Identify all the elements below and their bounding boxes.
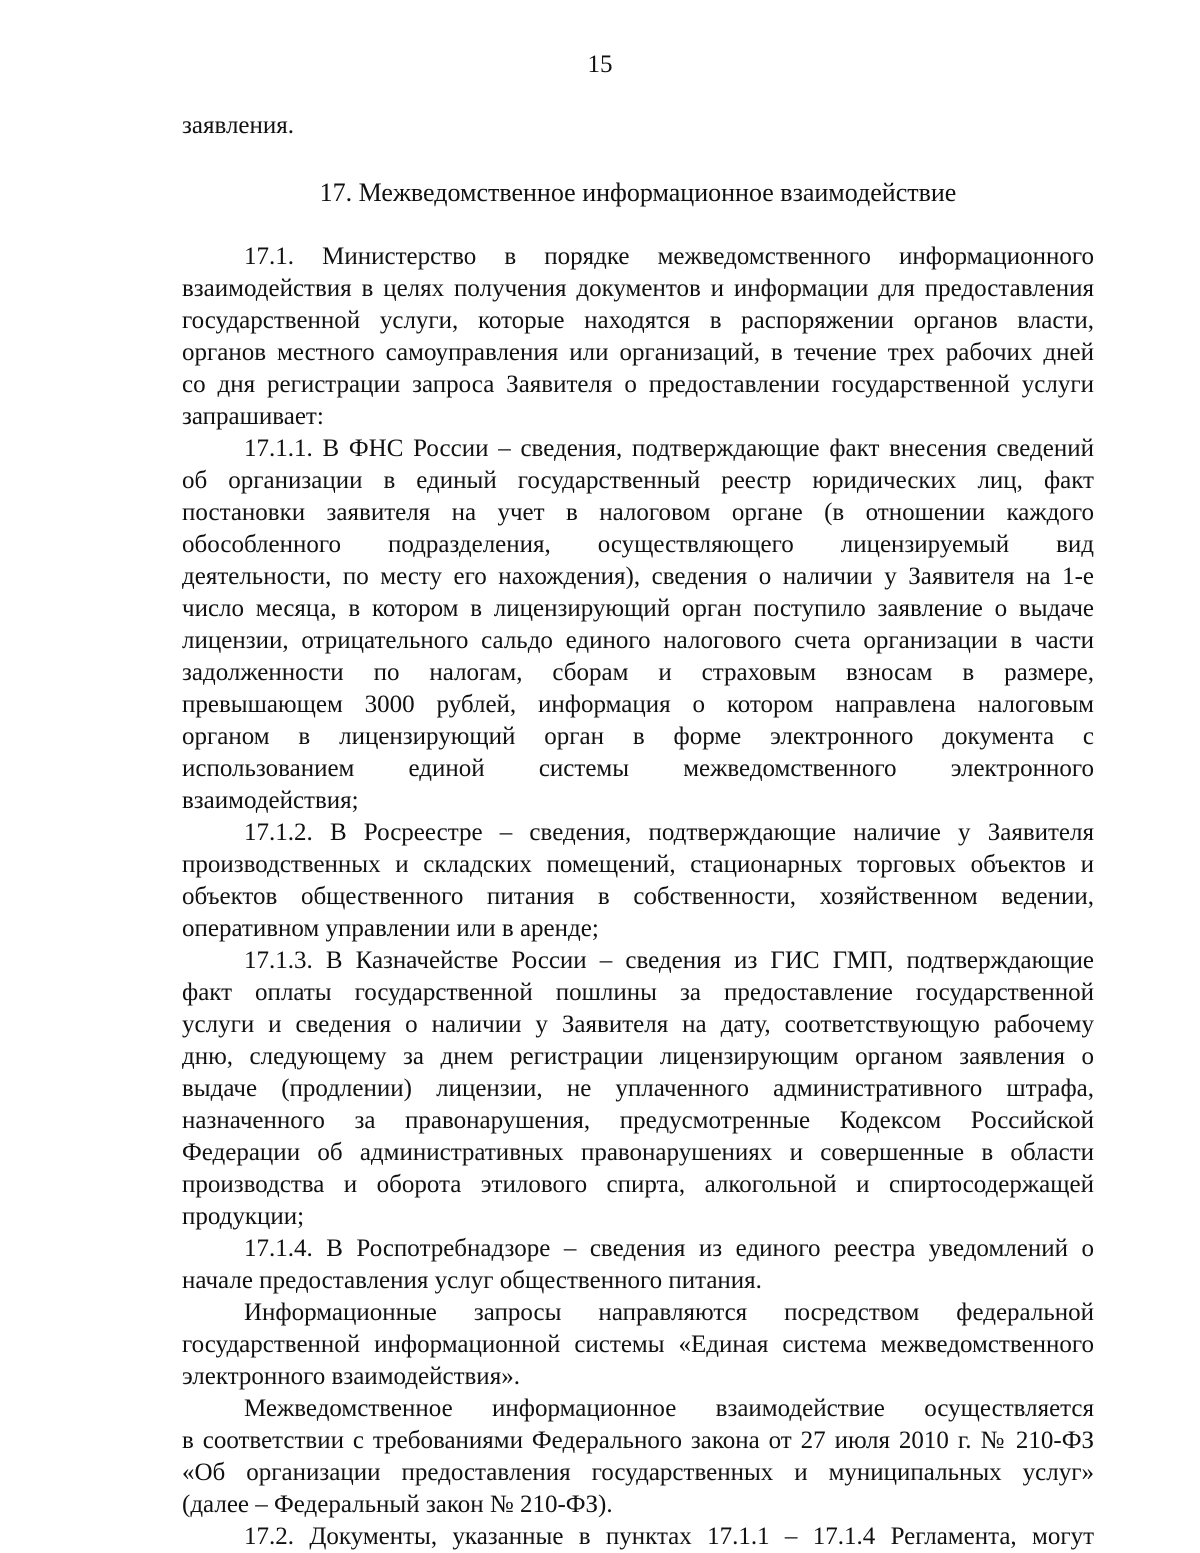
text-line: число месяца, в котором в лицензирующий орган поступило заявление о выдаче xyxy=(182,595,1094,622)
text-line: органов местного самоуправления или организаций, в течение трех рабочих дней xyxy=(182,339,1094,366)
text-line: выдаче (продлении) лицензии, не уплаченного административного штрафа, xyxy=(182,1075,1094,1102)
text-line: дню, следующему за днем регистрации лицензирующим органом заявления о xyxy=(182,1043,1094,1070)
text-line: факт оплаты государственной пошлины за предоставление государственной xyxy=(182,979,1094,1006)
paragraph-lines xyxy=(182,241,1094,1553)
text-line: лицензии, отрицательного сальдо единого налогового счета организации в части xyxy=(182,627,1094,654)
text-line: производства и оборота этилового спирта, алкогольной и спиртосодержащей xyxy=(182,1171,1094,1198)
text-line: об организации в единый государственный реестр юридических лиц, факт xyxy=(182,467,1094,494)
text-line: 17.2. Документы, указанные в пунктах 17.1.1 – 17.1.4 Регламента, могут xyxy=(244,1523,1094,1550)
page-number: 15 xyxy=(587,51,613,78)
text-line: оперативном управлении или в аренде; xyxy=(182,915,599,942)
text-line: взаимодействия в целях получения документов и информации для предоставления xyxy=(182,275,1094,302)
text-line: объектов общественного питания в собственности, хозяйственном ведении, xyxy=(182,883,1094,910)
text-line: 17.1.1. В ФНС России – сведения, подтверждающие факт внесения сведений xyxy=(244,435,1094,462)
text-line: постановки заявителя на учет в налоговом органе (в отношении каждого xyxy=(182,499,1094,526)
text-line: 17.1.3. В Казначействе России – сведения из ГИС ГМП, подтверждающие xyxy=(244,947,1094,974)
text-line: взаимодействия; xyxy=(182,787,359,814)
text-line: электронного взаимодействия». xyxy=(182,1363,520,1390)
text-line: деятельности, по месту его нахождения), сведения о наличии у Заявителя на 1-е xyxy=(182,563,1094,590)
text-line: услуги и сведения о наличии у Заявителя на дату, соответствующую рабочему xyxy=(182,1011,1094,1038)
text-line: 17.1.2. В Росреестре – сведения, подтверждающие наличие у Заявителя xyxy=(244,819,1094,846)
text-line: производственных и складских помещений, стационарных торговых объектов и xyxy=(182,851,1094,878)
text-line: «Об организации предоставления государственных и муниципальных услуг» xyxy=(182,1459,1094,1486)
text-line: (далее – Федеральный закон № 210-ФЗ). xyxy=(182,1491,613,1518)
text-line: обособленного подразделения, осуществляющего лицензируемый вид xyxy=(182,531,1094,558)
text-line: Межведомственное информационное взаимодействие осуществляется xyxy=(244,1395,1094,1422)
lead-line: заявления. xyxy=(182,112,295,139)
text-line: государственной услуги, которые находятся в распоряжении органов власти, xyxy=(182,307,1094,334)
text-line: органом в лицензирующий орган в форме электронного документа с xyxy=(182,723,1094,750)
text-line: Федерации об административных правонарушениях и совершенные в области xyxy=(182,1139,1094,1166)
text-line: со дня регистрации запроса Заявителя о предоставлении государственной услуги xyxy=(182,371,1094,398)
text-line: Информационные запросы направляются посредством федеральной xyxy=(244,1299,1094,1326)
text-line: 17.1. Министерство в порядке межведомственного информационного xyxy=(244,243,1094,270)
text-line: продукции; xyxy=(182,1203,305,1230)
section-heading: 17. Межведомственное информационное взаимодействие xyxy=(319,178,957,207)
text-line: назначенного за правонарушения, предусмотренные Кодексом Российской xyxy=(182,1107,1094,1134)
text-line: государственной информационной системы «Единая система межведомственного xyxy=(182,1331,1094,1358)
text-line: в соответствии с требованиями Федерального закона от 27 июля 2010 г. № 210-ФЗ xyxy=(182,1427,1094,1454)
text-line: задолженности по налогам, сборам и страховым взносам в размере, xyxy=(182,659,1094,686)
text-line: 17.1.4. В Роспотребнадзоре – сведения из единого реестра уведомлений о xyxy=(244,1235,1094,1262)
document-body xyxy=(182,110,1094,1553)
text-line: начале предоставления услуг общественного питания. xyxy=(182,1267,762,1294)
text-line: превышающем 3000 рублей, информация о котором направлена налоговым xyxy=(182,691,1094,718)
text-line: использованием единой системы межведомственного электронного xyxy=(182,755,1094,782)
text-line: запрашивает: xyxy=(182,403,324,430)
